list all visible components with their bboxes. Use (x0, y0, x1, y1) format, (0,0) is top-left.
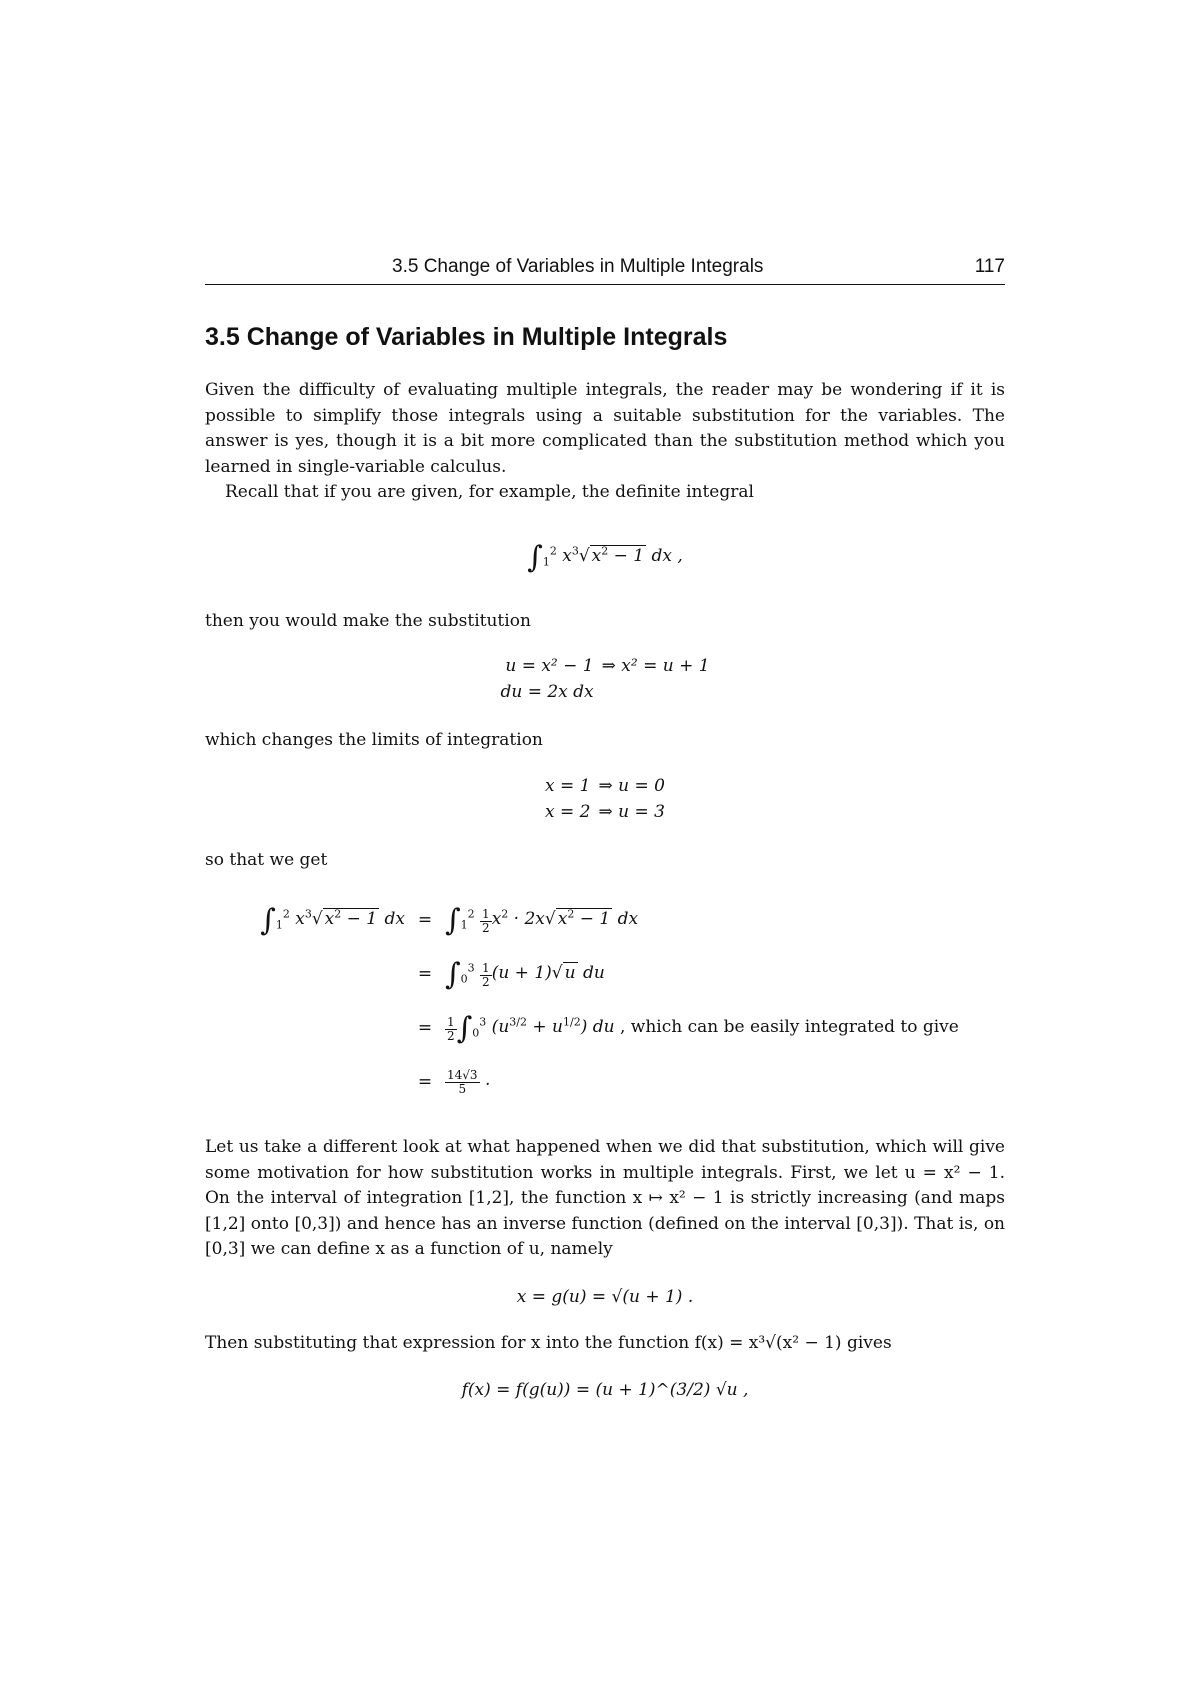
paragraph-limits: which changes the limits of integration (205, 730, 543, 750)
page-number: 117 (974, 256, 1005, 277)
running-head-title: 3.5 Change of Variables in Multiple Integrals (392, 256, 764, 277)
equation-lim-2-right: ⇒ u = 3 (598, 801, 665, 822)
paragraph-so-that: so that we get (205, 849, 328, 870)
equation-limits (205, 776, 1005, 822)
equation-sub-2-left: du = 2x dx (500, 682, 594, 702)
paragraph-substituting: Then substituting that expression for x into the function f(x) = x³√(x² − 1) gives (205, 1332, 892, 1353)
derivation-row: = $\frac{1}{2}$ $\int_0^3$ $(u^{3/2} + u^{1/2})$ du , which can be easily integrated to give (417, 1010, 959, 1046)
equation-inverse: x = g(u) = √(u + 1) . (516, 1286, 694, 1307)
equation-substitution (205, 656, 1005, 702)
paragraph-intro: Given the difficulty of evaluating multiple integrals, the reader may be wondering if it is possible to simplify those integrals using a suitable substitution for the variables. The answer is yes, though it is a bit more complicated than the substitution method which you learned in single-variable calculus. (205, 380, 1005, 477)
paragraph-recall: Recall that if you are given, for example, the definite integral (225, 482, 754, 502)
equation-definite-integral: $\int_1^2$ $x^3√$ $x^2 - 1$ dx , (527, 539, 683, 575)
derivation-note: , which can be easily integrated to give (619, 1016, 959, 1037)
equation-sub-1-left: u = x² − 1 (505, 656, 594, 676)
equation-composite: f(x) = f(g(u)) = (u + 1)^(3/2) √u , (461, 1380, 749, 1400)
derivation-row: = $\int_0^3$ $\frac{1}{2}$ (u + 1)√ u du (417, 956, 605, 992)
running-head (205, 250, 1005, 285)
equation-lim-2-left: x = 2 (545, 801, 591, 822)
derivation-row: = $\frac{14√3}{5}$ . (417, 1067, 491, 1096)
equation-lim-1-right: ⇒ u = 0 (598, 775, 665, 796)
section-title: 3.5 Change of Variables in Multiple Integrals (205, 323, 728, 351)
paragraph-motivation: Let us take a different look at what happened when we did that substitution, which will give some motivation for how substitution works in multiple integrals. First, we let u = x² − 1. On the interval of integration [1,2], the function x ↦ x² − 1 is strictly increasing (and maps [1,2] onto [0,3]) and hence has an inverse function (defined on the interval [0,3]). That is, on [0,3] we can define x as a function of u, namely (205, 1137, 1005, 1259)
equation-sub-1-right: ⇒ x² = u + 1 (601, 656, 710, 676)
derivation-row: $\int_1^2$ $x^3√$ $x^2 - 1$ dx = $\int_1^2$ $\frac{1}{2}$ $x^2 \cdot 2x√$ $x^2 - 1$ dx (260, 902, 639, 938)
equation-lim-1-left: x = 1 (545, 775, 591, 796)
page (205, 250, 1005, 1424)
paragraph-substitution: then you would make the substitution (205, 610, 531, 631)
equation-derivation (255, 893, 1005, 1109)
